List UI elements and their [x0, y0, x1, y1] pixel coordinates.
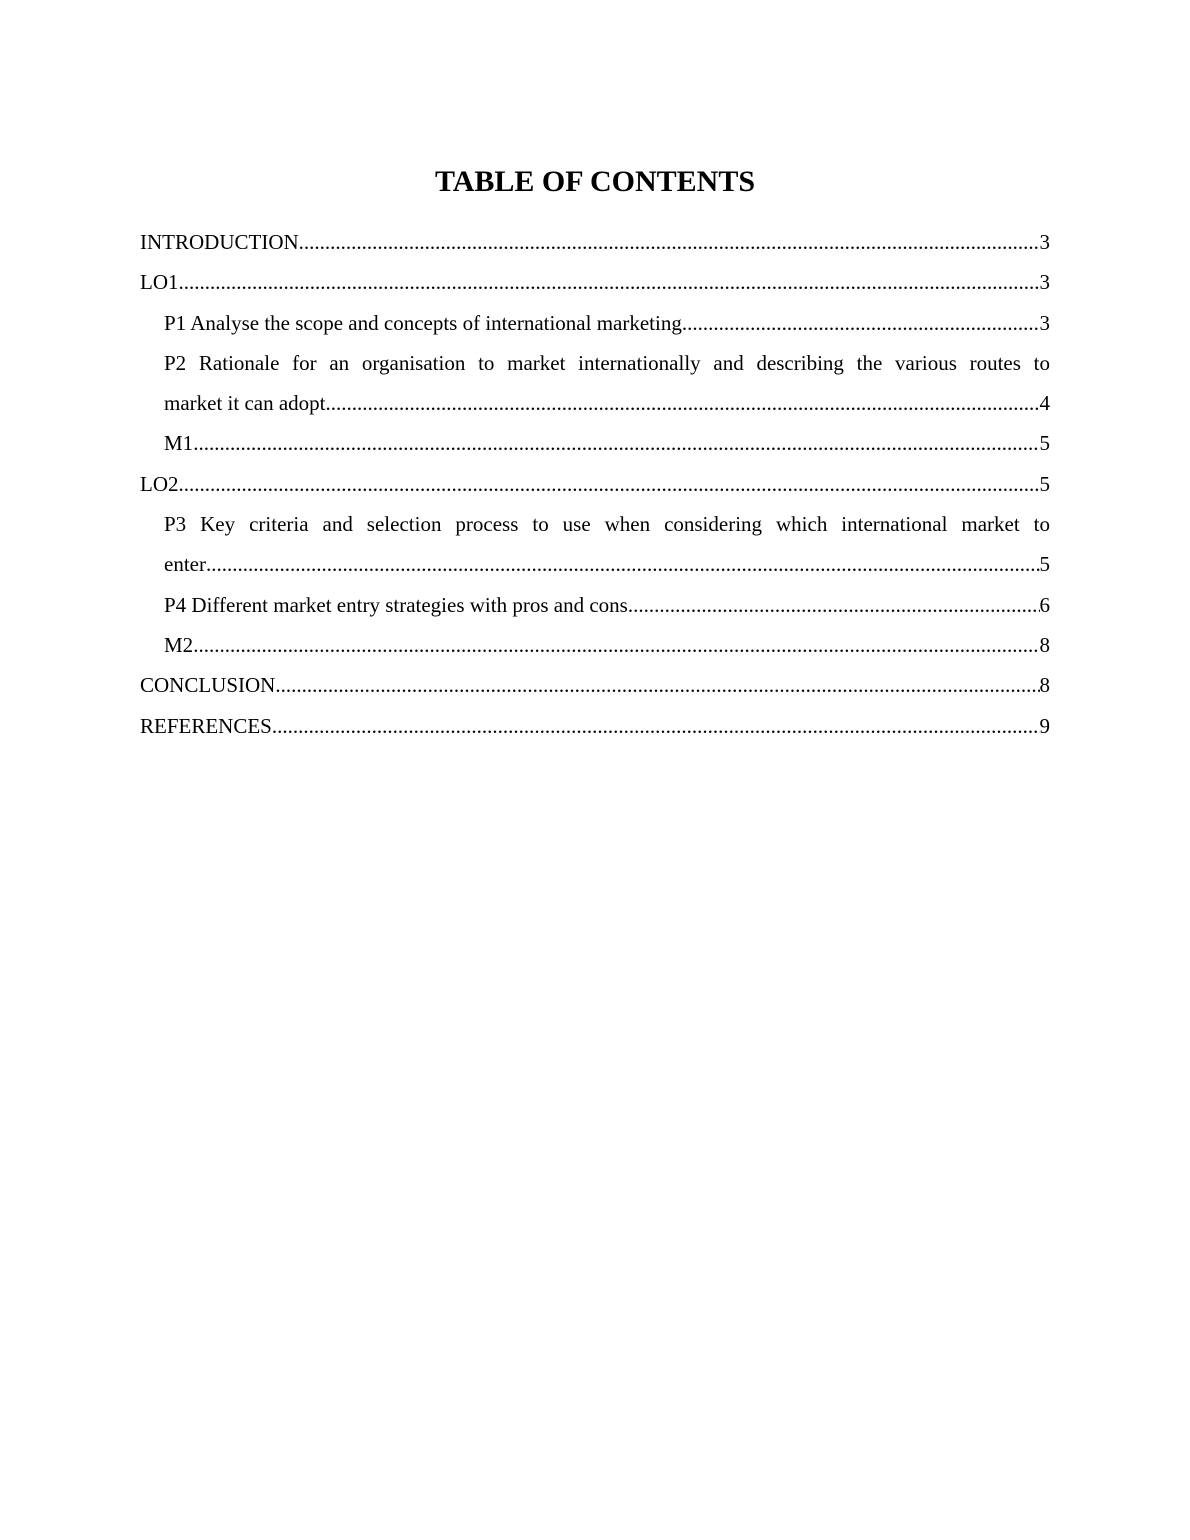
toc-leader-dots	[682, 303, 1040, 343]
toc-leader-dots	[299, 222, 1040, 262]
toc-page-number: 8	[1039, 673, 1050, 698]
toc-entry-label: enter	[164, 552, 206, 577]
toc-entry-lo1[interactable]	[140, 262, 1050, 302]
toc-page-number: 5	[1039, 431, 1050, 456]
toc-page-number: 9	[1039, 713, 1050, 738]
toc-page-number: 8	[1039, 632, 1050, 657]
toc-entry-label-line: P2 Rationale for an organisation to market internationally and describing the various routes to	[164, 350, 1050, 375]
toc-entry-continuation	[140, 544, 1050, 584]
page-title: TABLE OF CONTENTS	[434, 165, 756, 198]
toc-page-number: 6	[1039, 592, 1050, 617]
toc-entry-label: INTRODUCTION	[140, 230, 299, 254]
toc-leader-dots	[275, 665, 1039, 705]
toc-entry-label: M1	[164, 431, 194, 456]
toc-entry-continuation	[140, 383, 1050, 423]
toc-leader-dots	[193, 423, 1039, 463]
toc-entry-label: LO2	[140, 471, 179, 496]
toc-page-number: 4	[1039, 391, 1050, 416]
toc-entry-introduction[interactable]	[140, 222, 1050, 262]
toc-leader-dots	[628, 585, 1040, 625]
toc-page-number: 3	[1039, 230, 1050, 254]
toc-entry-label: P1 Analyse the scope and concepts of international marketing	[164, 310, 682, 335]
toc-entry-label: P4 Different market entry strategies with pros and cons	[164, 592, 628, 617]
toc-entry-label-line: P3 Key criteria and selection process to use when considering which international market to	[164, 512, 1050, 537]
toc-page-number: 5	[1039, 471, 1050, 496]
toc-entry-lo2[interactable]	[140, 464, 1050, 504]
toc-entry-label: M2	[164, 632, 194, 657]
toc-entry-label: REFERENCES	[140, 713, 272, 738]
toc-entry-p3[interactable]	[140, 504, 1050, 585]
toc-leader-dots	[179, 262, 1040, 302]
toc-entry-label: LO1	[140, 270, 179, 295]
toc-page-number: 3	[1039, 270, 1050, 295]
toc-entry-p1[interactable]	[140, 303, 1050, 343]
toc-leader-dots	[272, 706, 1040, 746]
toc-entry-references[interactable]	[140, 706, 1050, 746]
toc-entry-label: market it can adopt	[164, 391, 326, 416]
toc-leader-dots	[326, 383, 1040, 423]
toc-page-number: 5	[1039, 552, 1050, 577]
toc-entry-p2[interactable]	[140, 343, 1050, 424]
table-of-contents	[140, 222, 1050, 746]
toc-page-number: 3	[1039, 310, 1050, 335]
toc-leader-dots	[193, 625, 1039, 665]
toc-entry-p4[interactable]	[140, 585, 1050, 625]
toc-leader-dots	[206, 544, 1040, 584]
toc-entry-m2[interactable]	[140, 625, 1050, 665]
toc-entry-m1[interactable]	[140, 423, 1050, 463]
toc-entry-label: CONCLUSION	[140, 673, 276, 698]
toc-leader-dots	[179, 464, 1040, 504]
toc-entry-conclusion[interactable]	[140, 665, 1050, 705]
